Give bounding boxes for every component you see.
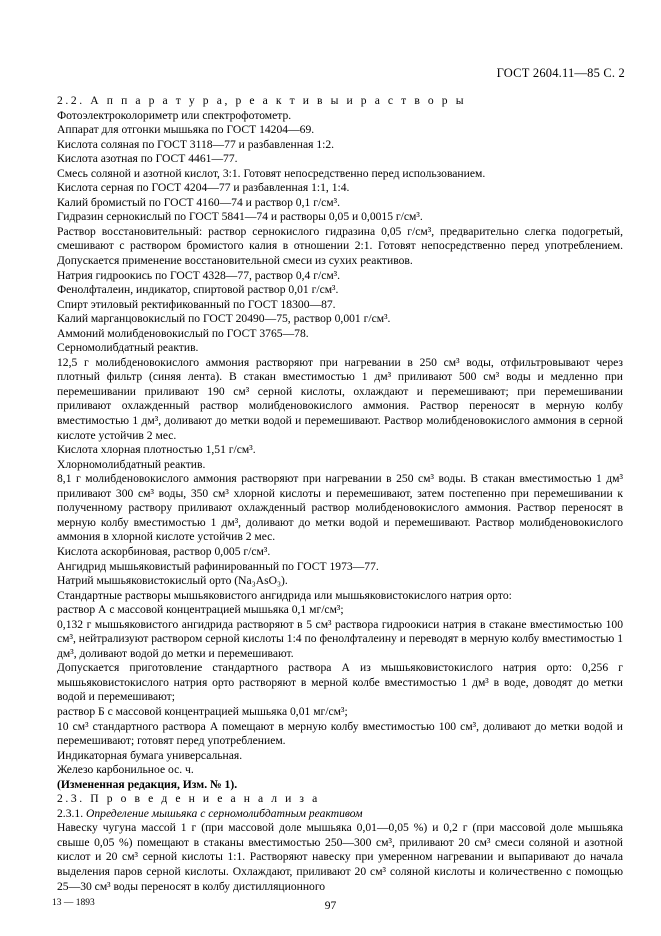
paragraph: Кислота серная по ГОСТ 4204—77 и разбавленная 1:1, 1:4. (57, 181, 350, 195)
paragraph: Навеску чугуна массой 1 г (при массовой доле мышьяка 0,01—0,05 %) и 0,2 г (при массовой доле мышьяка свыше 0,05 %) помещают в стаканы вместимостью 250—300 см³, приливают 20 см³ смеси соляной и азотной кислот и 20 см³ серной кислоты 1:1. Растворяют навеску при умеренном нагревании и выпаривают до начала выделения паров серной кислоты. Охлаждают, приливают 20 см³ соляной кислоты и количественно с помощью 25—30 см³ воды переносят в колбу дистилляционного (57, 821, 623, 893)
clause-title: Определение мышьяка с серномолибдатным реактивом (85, 806, 363, 820)
paragraph: 8,1 г молибденовокислого аммония растворяют при нагревании в 250 см³ воды. В стакан вместимостью 1 дм³ приливают 300 см³ воды, 350 см³ хлорной кислоты и перемешивают, затем постепенно при перемешивании к полученному раствору приливают охлажденный раствор молибденовокислого аммония. Раствор переносят в мерную колбу вместимостью 1 дм³, доливают до метки водой и перемешивают. Раствор молибденовокислого аммония в хлорной кислоте устойчив 2 мес. (57, 472, 623, 544)
paragraph: 10 см³ стандартного раствора А помещают в мерную колбу вместимостью 100 см³, доливают до метки водой и перемешивают; готовят перед употреблением. (57, 719, 623, 748)
paragraph: Кислота хлорная плотностью 1,51 г/см³. (57, 443, 256, 457)
paragraph: раствор Б с массовой концентрацией мышьяка 0,01 мг/см³; (57, 704, 348, 718)
document-body (57, 94, 623, 894)
paragraph: 0,132 г мышьяковистого ангидрида растворяют в 5 см³ раствора гидроокиси натрия в стакане вместимостью 100 см³, нейтрализуют раствором серной кислоты 1:4 по фенолфталеину и переводят в мерную колбу вместимостью 1 дм³, доливают водой до метки и перемешивают. (57, 617, 623, 660)
paragraph: 2.2. А п п а р а т у р а, р е а к т и в ы и р а с т в о р ы (57, 94, 467, 107)
paragraph: Раствор восстановительный: раствор сернокислого гидразина 0,05 г/см³, предварительно слегка подогретый, смешивают с раствором бромистого калия в отношении 2:1. Готовят непосредственно перед употреблением. Допускается применение восстановительной смеси из сухих реактивов. (57, 224, 623, 268)
paragraph: (Измененная редакция, Изм. № 1). (57, 777, 238, 791)
paragraph: Калий марганцовокислый по ГОСТ 20490—75, раствор 0,001 г/см³. (57, 312, 391, 326)
paragraph: Железо карбонильное ос. ч. (57, 763, 194, 777)
page-number: 97 (324, 900, 337, 912)
paragraph: Допускается приготовление стандартного раствора А из мышьяковистокислого натрия орто: 0,256 г мышьяковистокислого натрия орто растворяют в мерной колбе вместимостью 1 дм³ в воде, доводят до метки водой и перемешивают; (57, 661, 623, 704)
paragraph: 12,5 г молибденовокислого аммония растворяют при нагревании в 250 см³ воды, отфильтровывают через плотный фильтр (синяя лента). В стакан вместимостью 1 дм³ приливают 500 см³ воды и медленно при перемешивании приливают 190 см³ серной кислоты, охлаждают и перемешивают; при перемешивании приливают охлажденный раствор молибденовокислого аммония. Раствор переносят в мерную колбу вместимостью 1 дм³, доливают до метки водой и перемешивают. Раствор молибденовокислого аммония в серной кислоте устойчив 2 мес. (57, 355, 623, 442)
paragraph: Натрия гидроокись по ГОСТ 4328—77, раствор 0,4 г/см³. (57, 268, 341, 282)
clause-number: 2.3.1. (57, 806, 86, 820)
paragraph: Кислота аскорбиновая, раствор 0,005 г/см³. (57, 544, 271, 558)
paragraph: раствор А с массовой концентрацией мышьяка 0,1 мг/см³; (57, 603, 344, 617)
footer-signature: 13 — 1893 (52, 898, 95, 908)
paragraph: Аммоний молибденовокислый по ГОСТ 3765—78. (57, 326, 309, 340)
paragraph: Калий бромистый по ГОСТ 4160—74 и раствор 0,1 г/см³. (57, 195, 341, 209)
paragraph: Аппарат для отгонки мышьяка по ГОСТ 14204—69. (57, 123, 315, 137)
paragraph (57, 807, 623, 822)
paragraph: Фенолфталеин, индикатор, спиртовой раствор 0,01 г/см³. (57, 283, 339, 297)
paragraph: Кислота азотная по ГОСТ 4461—77. (57, 152, 238, 166)
paragraph: 2.3. П р о в е д е н и е а н а л и з а (57, 792, 320, 806)
paragraph: Стандартные растворы мышьяковистого ангидрида или мышьяковистокислого натрия орто: (57, 588, 512, 602)
paragraph: Натрий мышьяковистокислый орто (Na₃AsO₃). (57, 574, 288, 588)
page-header: ГОСТ 2604.11—85 С. 2 (496, 66, 625, 80)
paragraph: Индикаторная бумага универсальная. (57, 748, 243, 762)
paragraph: Серномолибдатный реактив. (57, 341, 199, 355)
paragraph: Гидразин сернокислый по ГОСТ 5841—74 и растворы 0,05 и 0,0015 г/см³. (57, 210, 423, 224)
paragraph: Фотоэлектроколориметр или спектрофотометр. (57, 108, 292, 122)
paragraph: Хлорномолибдатный реактив. (57, 457, 206, 471)
paragraph: Смесь соляной и азотной кислот, 3:1. Готовят непосредственно перед использованием. (57, 166, 486, 180)
paragraph: Спирт этиловый ректификованный по ГОСТ 18300—87. (57, 297, 336, 311)
paragraph: Ангидрид мышьяковистый рафинированный по ГОСТ 1973—77. (57, 559, 379, 573)
paragraph: Кислота соляная по ГОСТ 3118—77 и разбавленная 1:2. (57, 137, 335, 151)
